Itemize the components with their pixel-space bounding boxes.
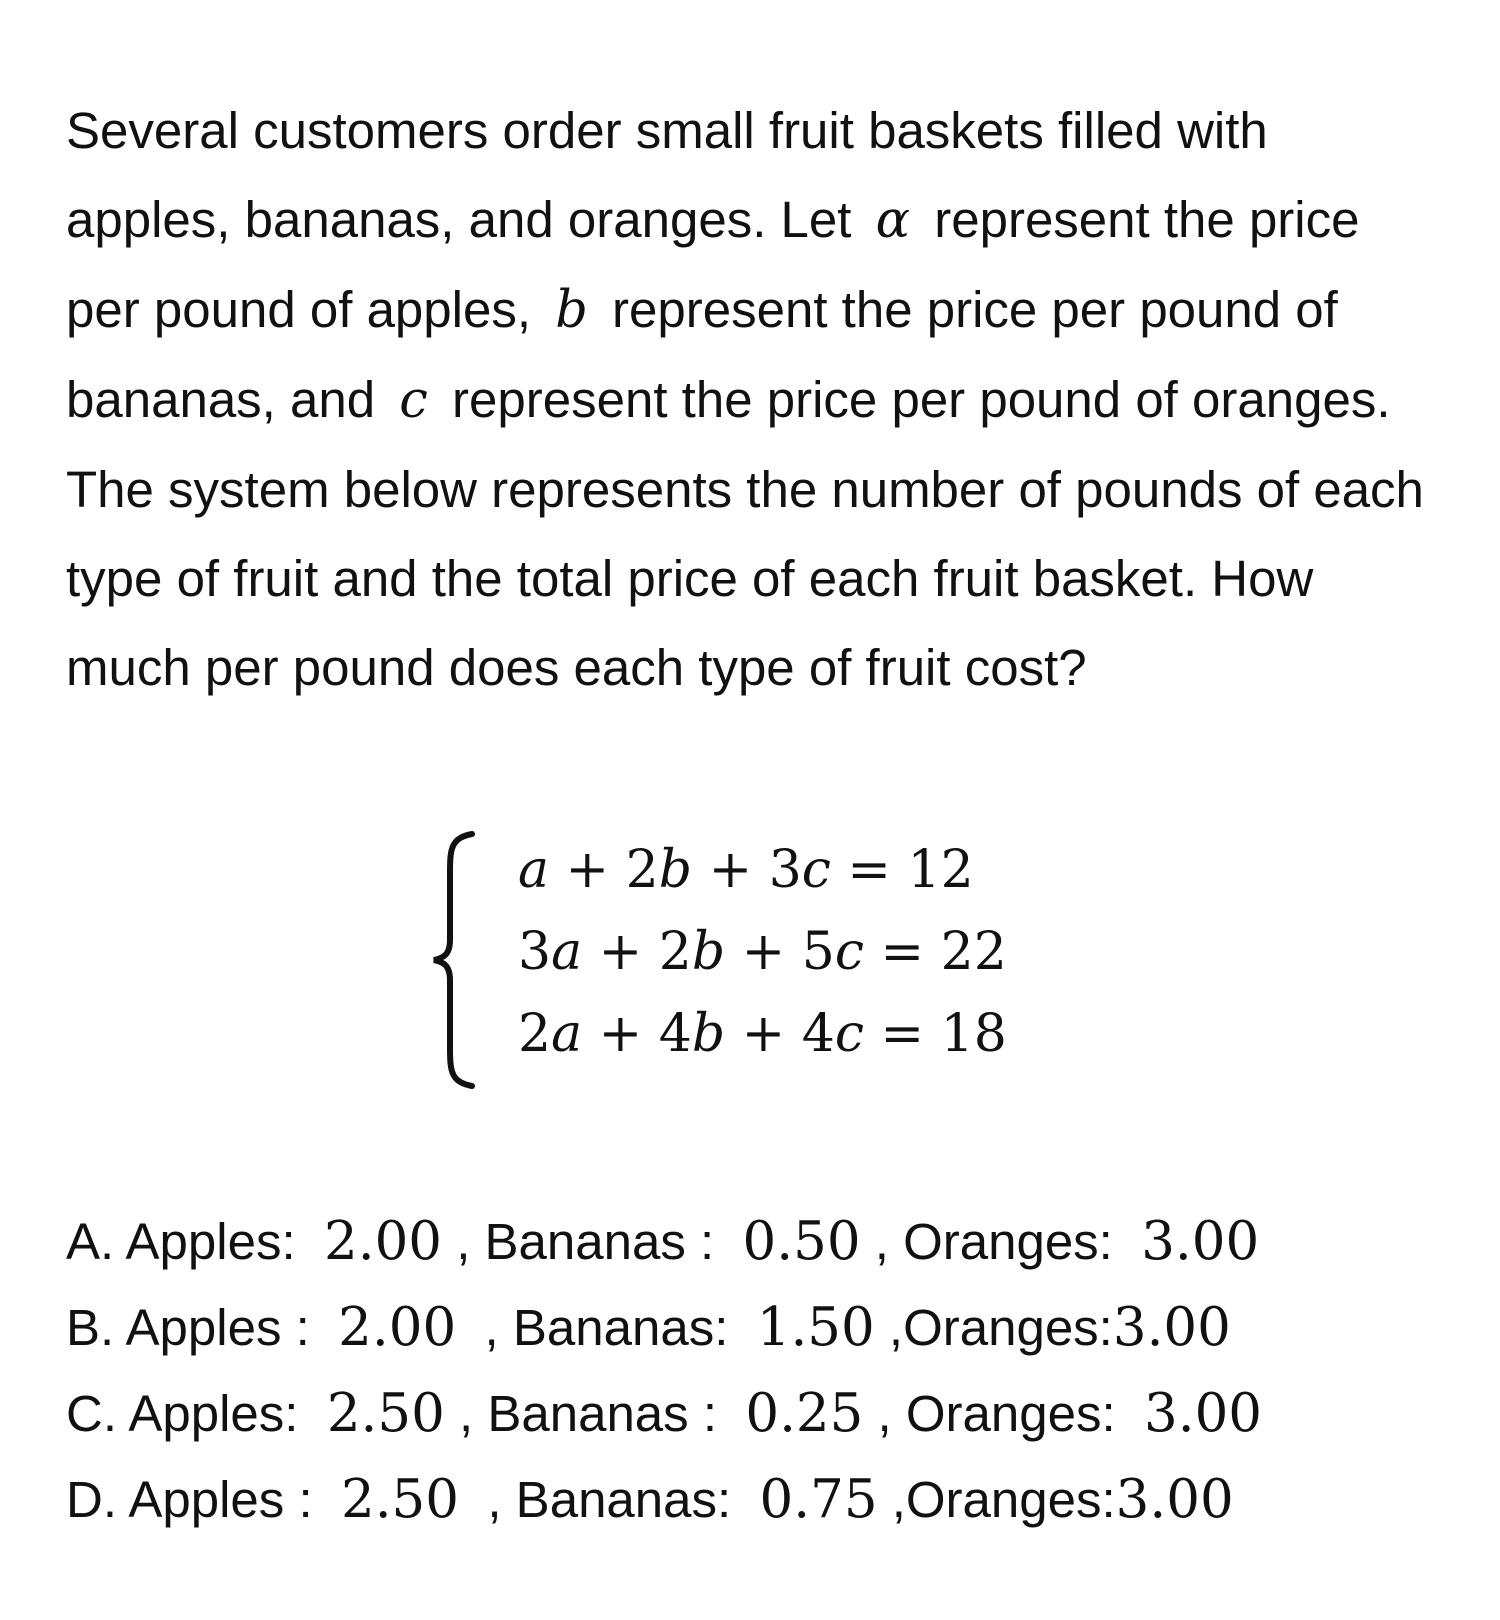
equation-1: a + 2b + 3c = 12 <box>518 840 974 900</box>
option-d[interactable]: D. Apples : 2.50 , Bananas: 0.75 ,Oranges:3.00 <box>66 1469 1234 1530</box>
variable-c: c <box>399 371 428 430</box>
equation-2: 3a + 2b + 5c = 22 <box>518 922 1007 982</box>
option-a[interactable]: A. Apples: 2.00 , Bananas : 0.50 , Oranges: 3.00 <box>66 1211 1260 1272</box>
question-segment: represent the price per pound of bananas, and <box>66 281 1338 428</box>
question-segment: Several customers order small fruit baskets filled with apples, bananas, and oranges. Let <box>66 102 1268 248</box>
variable-a: α <box>875 191 911 250</box>
equation-system <box>428 830 1068 1090</box>
question-segment: represent the price per pound of oranges. The system below represents the number of pounds of each type of fruit and the total price of each fruit basket. How much per pound does each type of fruit cost? <box>66 371 1424 696</box>
option-b[interactable]: B. Apples : 2.00 , Bananas: 1.50 ,Oranges:3.00 <box>66 1297 1231 1358</box>
option-c[interactable]: C. Apples: 2.50 , Bananas : 0.25 , Oranges: 3.00 <box>66 1383 1263 1444</box>
question-segment: represent the price per pound of apples, <box>66 191 1360 338</box>
equation-3: 2a + 4b + 4c = 18 <box>518 1004 1007 1064</box>
variable-b: b <box>555 281 588 340</box>
question-text <box>66 86 1446 712</box>
left-brace <box>428 830 488 1090</box>
